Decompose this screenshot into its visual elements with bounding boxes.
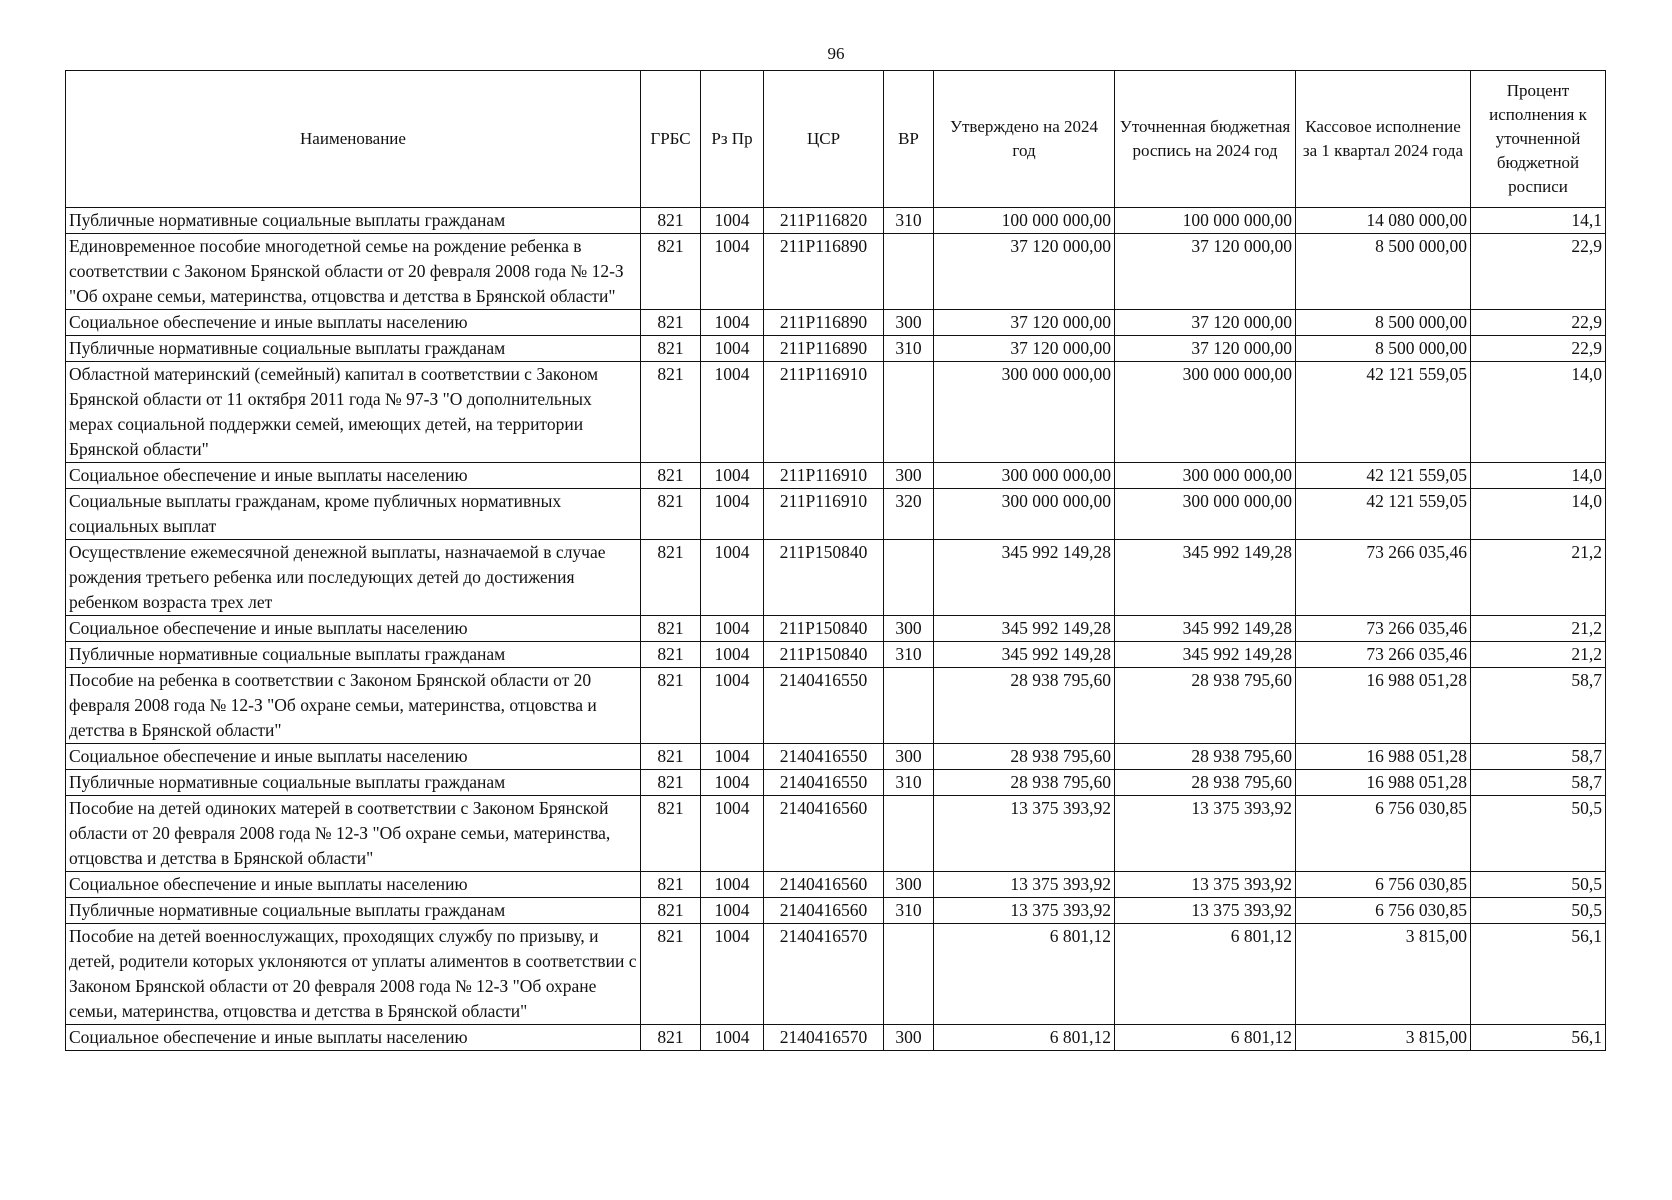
- cell-csr: 211P116910: [764, 489, 884, 540]
- cell-grbs: 821: [641, 336, 701, 362]
- cell-grbs: 821: [641, 540, 701, 616]
- cell-refined: 28 938 795,60: [1115, 668, 1296, 744]
- cell-csr: 2140416560: [764, 898, 884, 924]
- cell-refined: 13 375 393,92: [1115, 872, 1296, 898]
- table-row: [66, 463, 1606, 489]
- cell-cash: 73 266 035,46: [1296, 616, 1471, 642]
- cell-refined: 37 120 000,00: [1115, 234, 1296, 310]
- cell-vr: 310: [884, 770, 934, 796]
- cell-vr: 310: [884, 642, 934, 668]
- cell-grbs: 821: [641, 744, 701, 770]
- cell-name: Социальное обеспечение и иные выплаты населению: [66, 744, 641, 770]
- table-row: [66, 234, 1606, 310]
- cell-approved: 37 120 000,00: [934, 310, 1115, 336]
- cell-rzpr: 1004: [701, 234, 764, 310]
- cell-csr: 2140416550: [764, 770, 884, 796]
- cell-cash: 42 121 559,05: [1296, 362, 1471, 463]
- cell-rzpr: 1004: [701, 744, 764, 770]
- cell-approved: 300 000 000,00: [934, 489, 1115, 540]
- cell-csr: 211P116910: [764, 362, 884, 463]
- cell-refined: 13 375 393,92: [1115, 898, 1296, 924]
- cell-rzpr: 1004: [701, 796, 764, 872]
- cell-grbs: 821: [641, 616, 701, 642]
- cell-name: Публичные нормативные социальные выплаты гражданам: [66, 770, 641, 796]
- cell-name: Пособие на детей военнослужащих, проходящих службу по призыву, и детей, родители которых уклоняются от уплаты алиментов в соответствии с Законом Брянской области от 20 февраля 2008 года № 12-З "Об охране семьи, материнства, отцовства и детства в Брянской области": [66, 924, 641, 1025]
- cell-refined: 37 120 000,00: [1115, 336, 1296, 362]
- cell-name: Публичные нормативные социальные выплаты гражданам: [66, 208, 641, 234]
- cell-approved: 13 375 393,92: [934, 898, 1115, 924]
- cell-rzpr: 1004: [701, 336, 764, 362]
- cell-csr: 2140416550: [764, 744, 884, 770]
- cell-vr: [884, 796, 934, 872]
- cell-rzpr: 1004: [701, 668, 764, 744]
- cell-grbs: 821: [641, 924, 701, 1025]
- table-row: [66, 336, 1606, 362]
- table-row: [66, 540, 1606, 616]
- header-cash: Кассовое исполнение за 1 квартал 2024 года: [1296, 71, 1471, 208]
- cell-cash: 16 988 051,28: [1296, 744, 1471, 770]
- cell-approved: 345 992 149,28: [934, 642, 1115, 668]
- cell-percent: 14,0: [1471, 362, 1606, 463]
- cell-csr: 211P116890: [764, 336, 884, 362]
- cell-grbs: 821: [641, 362, 701, 463]
- cell-csr: 2140416560: [764, 872, 884, 898]
- cell-refined: 6 801,12: [1115, 924, 1296, 1025]
- cell-refined: 28 938 795,60: [1115, 744, 1296, 770]
- cell-cash: 42 121 559,05: [1296, 489, 1471, 540]
- header-grbs: ГРБС: [641, 71, 701, 208]
- table-row: [66, 744, 1606, 770]
- table-row: [66, 362, 1606, 463]
- cell-vr: 300: [884, 872, 934, 898]
- cell-approved: 300 000 000,00: [934, 362, 1115, 463]
- cell-grbs: 821: [641, 796, 701, 872]
- cell-grbs: 821: [641, 668, 701, 744]
- cell-cash: 6 756 030,85: [1296, 898, 1471, 924]
- cell-rzpr: 1004: [701, 540, 764, 616]
- cell-csr: 2140416560: [764, 796, 884, 872]
- cell-refined: 300 000 000,00: [1115, 463, 1296, 489]
- table-row: [66, 208, 1606, 234]
- cell-cash: 3 815,00: [1296, 1025, 1471, 1051]
- cell-approved: 13 375 393,92: [934, 796, 1115, 872]
- cell-rzpr: 1004: [701, 1025, 764, 1051]
- cell-cash: 8 500 000,00: [1296, 336, 1471, 362]
- cell-name: Публичные нормативные социальные выплаты гражданам: [66, 898, 641, 924]
- header-vr: ВР: [884, 71, 934, 208]
- table-row: [66, 924, 1606, 1025]
- cell-percent: 14,1: [1471, 208, 1606, 234]
- cell-approved: 28 938 795,60: [934, 770, 1115, 796]
- cell-vr: 320: [884, 489, 934, 540]
- cell-grbs: 821: [641, 208, 701, 234]
- cell-cash: 8 500 000,00: [1296, 310, 1471, 336]
- cell-percent: 22,9: [1471, 234, 1606, 310]
- cell-rzpr: 1004: [701, 898, 764, 924]
- cell-cash: 14 080 000,00: [1296, 208, 1471, 234]
- cell-percent: 58,7: [1471, 668, 1606, 744]
- cell-csr: 211P116910: [764, 463, 884, 489]
- cell-grbs: 821: [641, 872, 701, 898]
- cell-cash: 16 988 051,28: [1296, 668, 1471, 744]
- cell-grbs: 821: [641, 898, 701, 924]
- cell-refined: 345 992 149,28: [1115, 616, 1296, 642]
- cell-cash: 42 121 559,05: [1296, 463, 1471, 489]
- header-approved: Утверждено на 2024 год: [934, 71, 1115, 208]
- cell-vr: 300: [884, 616, 934, 642]
- cell-rzpr: 1004: [701, 770, 764, 796]
- cell-grbs: 821: [641, 489, 701, 540]
- cell-approved: 100 000 000,00: [934, 208, 1115, 234]
- cell-percent: 14,0: [1471, 489, 1606, 540]
- cell-refined: 13 375 393,92: [1115, 796, 1296, 872]
- cell-name: Пособие на ребенка в соответствии с Законом Брянской области от 20 февраля 2008 года № 12-З "Об охране семьи, материнства, отцовства и детства в Брянской области": [66, 668, 641, 744]
- cell-csr: 211P116890: [764, 310, 884, 336]
- cell-rzpr: 1004: [701, 642, 764, 668]
- cell-rzpr: 1004: [701, 872, 764, 898]
- page-number: 96: [827, 44, 845, 63]
- cell-vr: [884, 540, 934, 616]
- cell-vr: [884, 362, 934, 463]
- table-row: [66, 668, 1606, 744]
- header-rzpr: Рз Пр: [701, 71, 764, 208]
- cell-percent: 56,1: [1471, 1025, 1606, 1051]
- cell-approved: 13 375 393,92: [934, 872, 1115, 898]
- cell-grbs: 821: [641, 310, 701, 336]
- cell-name: Социальные выплаты гражданам, кроме публичных нормативных социальных выплат: [66, 489, 641, 540]
- cell-cash: 8 500 000,00: [1296, 234, 1471, 310]
- cell-percent: 56,1: [1471, 924, 1606, 1025]
- table-header-row: [66, 71, 1606, 208]
- cell-percent: 50,5: [1471, 872, 1606, 898]
- cell-name: Осуществление ежемесячной денежной выплаты, назначаемой в случае рождения третьего ребенка или последующих детей до достижения ребенком возраста трех лет: [66, 540, 641, 616]
- cell-approved: 345 992 149,28: [934, 616, 1115, 642]
- cell-rzpr: 1004: [701, 489, 764, 540]
- cell-approved: 300 000 000,00: [934, 463, 1115, 489]
- table-row: [66, 489, 1606, 540]
- cell-vr: [884, 668, 934, 744]
- table-row: [66, 898, 1606, 924]
- cell-percent: 58,7: [1471, 770, 1606, 796]
- cell-csr: 211P150840: [764, 616, 884, 642]
- cell-cash: 3 815,00: [1296, 924, 1471, 1025]
- cell-vr: 310: [884, 208, 934, 234]
- cell-approved: 28 938 795,60: [934, 744, 1115, 770]
- table-row: [66, 642, 1606, 668]
- cell-refined: 37 120 000,00: [1115, 310, 1296, 336]
- cell-percent: 21,2: [1471, 616, 1606, 642]
- cell-name: Социальное обеспечение и иные выплаты населению: [66, 1025, 641, 1051]
- cell-rzpr: 1004: [701, 310, 764, 336]
- cell-rzpr: 1004: [701, 208, 764, 234]
- cell-grbs: 821: [641, 770, 701, 796]
- cell-cash: 6 756 030,85: [1296, 872, 1471, 898]
- cell-name: Публичные нормативные социальные выплаты гражданам: [66, 642, 641, 668]
- cell-name: Единовременное пособие многодетной семье на рождение ребенка в соответствии с Законом Брянской области от 20 февраля 2008 года № 12-З "Об охране семьи, материнства, отцовства и детства в Брянской области": [66, 234, 641, 310]
- cell-refined: 300 000 000,00: [1115, 489, 1296, 540]
- cell-percent: 21,2: [1471, 540, 1606, 616]
- cell-grbs: 821: [641, 1025, 701, 1051]
- cell-name: Областной материнский (семейный) капитал в соответствии с Законом Брянской области от 11 октября 2011 года № 97-З "О дополнительных мерах социальной поддержки семей, имеющих детей, на территории Брянской области": [66, 362, 641, 463]
- cell-refined: 6 801,12: [1115, 1025, 1296, 1051]
- header-csr: ЦСР: [764, 71, 884, 208]
- table-row: [66, 1025, 1606, 1051]
- cell-percent: 50,5: [1471, 796, 1606, 872]
- table-body: [66, 208, 1606, 1051]
- cell-name: Социальное обеспечение и иные выплаты населению: [66, 310, 641, 336]
- cell-percent: 50,5: [1471, 898, 1606, 924]
- cell-name: Публичные нормативные социальные выплаты гражданам: [66, 336, 641, 362]
- table-row: [66, 616, 1606, 642]
- cell-csr: 2140416550: [764, 668, 884, 744]
- cell-csr: 211P116820: [764, 208, 884, 234]
- budget-table: [65, 70, 1606, 1051]
- cell-refined: 300 000 000,00: [1115, 362, 1296, 463]
- header-name: Наименование: [66, 71, 641, 208]
- cell-grbs: 821: [641, 234, 701, 310]
- cell-refined: 100 000 000,00: [1115, 208, 1296, 234]
- cell-csr: 211P116890: [764, 234, 884, 310]
- cell-vr: [884, 924, 934, 1025]
- cell-rzpr: 1004: [701, 924, 764, 1025]
- table-row: [66, 872, 1606, 898]
- cell-rzpr: 1004: [701, 362, 764, 463]
- cell-vr: 300: [884, 463, 934, 489]
- cell-vr: 310: [884, 336, 934, 362]
- cell-name: Социальное обеспечение и иные выплаты населению: [66, 872, 641, 898]
- cell-approved: 6 801,12: [934, 1025, 1115, 1051]
- cell-percent: 22,9: [1471, 310, 1606, 336]
- cell-percent: 21,2: [1471, 642, 1606, 668]
- cell-vr: 310: [884, 898, 934, 924]
- cell-csr: 2140416570: [764, 924, 884, 1025]
- cell-csr: 211P150840: [764, 642, 884, 668]
- cell-cash: 73 266 035,46: [1296, 642, 1471, 668]
- cell-percent: 14,0: [1471, 463, 1606, 489]
- cell-approved: 6 801,12: [934, 924, 1115, 1025]
- cell-vr: 300: [884, 1025, 934, 1051]
- cell-approved: 28 938 795,60: [934, 668, 1115, 744]
- cell-rzpr: 1004: [701, 463, 764, 489]
- cell-name: Социальное обеспечение и иные выплаты населению: [66, 616, 641, 642]
- cell-approved: 37 120 000,00: [934, 234, 1115, 310]
- table-row: [66, 796, 1606, 872]
- cell-refined: 345 992 149,28: [1115, 540, 1296, 616]
- table-row: [66, 770, 1606, 796]
- cell-cash: 16 988 051,28: [1296, 770, 1471, 796]
- cell-rzpr: 1004: [701, 616, 764, 642]
- cell-percent: 22,9: [1471, 336, 1606, 362]
- cell-cash: 6 756 030,85: [1296, 796, 1471, 872]
- cell-vr: [884, 234, 934, 310]
- cell-refined: 345 992 149,28: [1115, 642, 1296, 668]
- header-refined: Уточненная бюджетная роспись на 2024 год: [1115, 71, 1296, 208]
- cell-percent: 58,7: [1471, 744, 1606, 770]
- cell-csr: 211P150840: [764, 540, 884, 616]
- header-percent: Процент исполнения к уточненной бюджетной росписи: [1471, 71, 1606, 208]
- cell-grbs: 821: [641, 463, 701, 489]
- cell-name: Социальное обеспечение и иные выплаты населению: [66, 463, 641, 489]
- cell-cash: 73 266 035,46: [1296, 540, 1471, 616]
- cell-vr: 300: [884, 744, 934, 770]
- cell-approved: 345 992 149,28: [934, 540, 1115, 616]
- cell-vr: 300: [884, 310, 934, 336]
- cell-name: Пособие на детей одиноких матерей в соответствии с Законом Брянской области от 20 февраля 2008 года № 12-З "Об охране семьи, материнства, отцовства и детства в Брянской области": [66, 796, 641, 872]
- cell-grbs: 821: [641, 642, 701, 668]
- cell-approved: 37 120 000,00: [934, 336, 1115, 362]
- cell-refined: 28 938 795,60: [1115, 770, 1296, 796]
- cell-csr: 2140416570: [764, 1025, 884, 1051]
- table-row: [66, 310, 1606, 336]
